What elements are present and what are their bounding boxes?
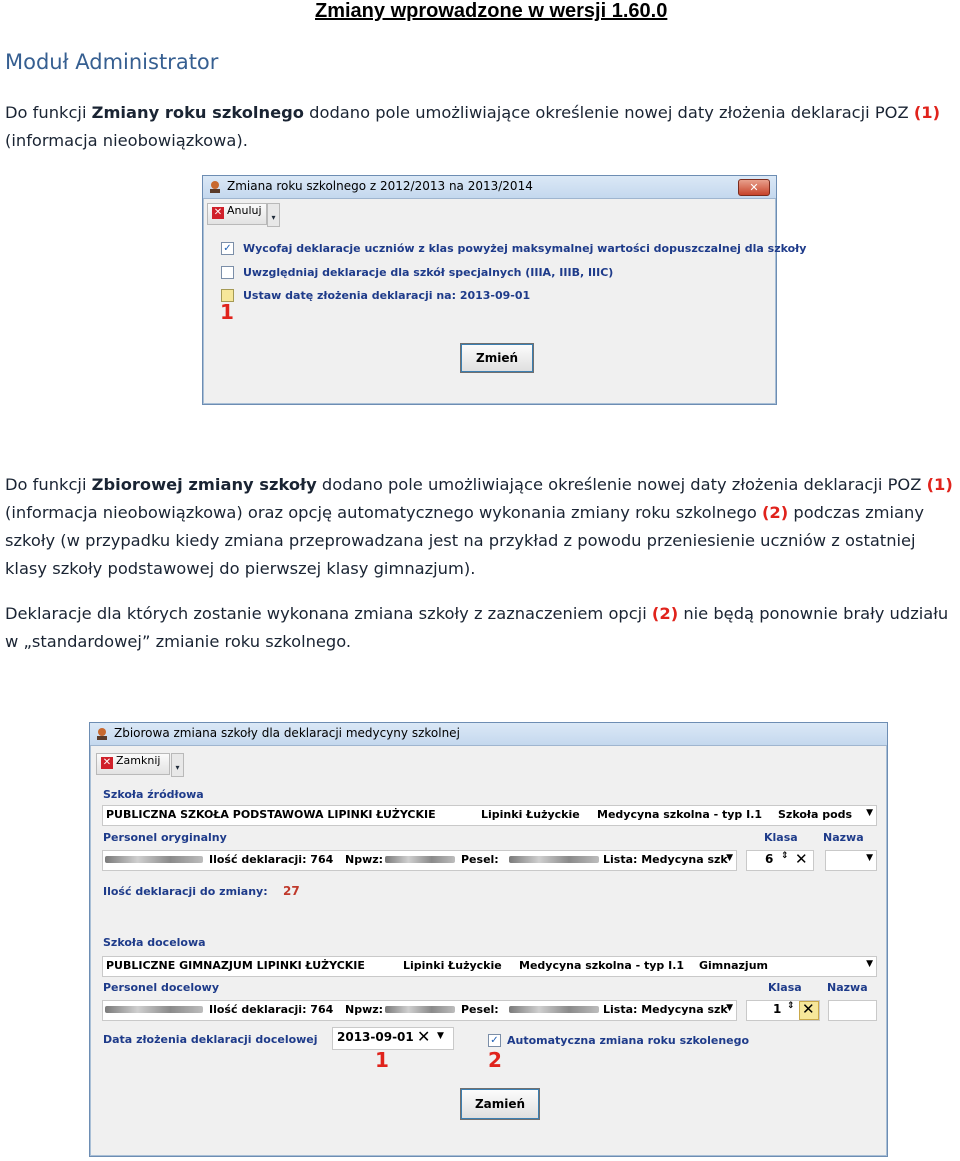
app-icon [95, 727, 109, 741]
marker-1: 1 [375, 1048, 389, 1072]
cancel-button[interactable] [207, 203, 267, 225]
orig-class-stepper[interactable] [746, 850, 814, 871]
submit-change-button[interactable]: Zmień [460, 343, 534, 373]
dialog-title: Zmiana roku szkolnego z 2012/2013 na 2013/2014 [227, 179, 533, 193]
school-name: PUBLICZNE GIMNAZJUM LIPINKI ŁUŻYCKIE [106, 959, 365, 972]
clear-icon[interactable]: ✕ [795, 850, 808, 868]
declaration-count: Ilość deklaracji: 764 [209, 853, 334, 866]
clear-date-icon[interactable]: ✕ [417, 1027, 431, 1046]
redacted-pesel [509, 856, 599, 863]
name-label: Nazwa [827, 981, 868, 994]
marker-ref: (1) [926, 475, 953, 494]
school-city: Lipinki Łużyckie [403, 959, 502, 972]
function-name: Zbiorowej zmiany szkoły [91, 475, 317, 494]
target-staff-label: Personel docelowy [103, 981, 220, 994]
list-name: Lista: Medycyna szk [603, 853, 728, 866]
marker-2: 2 [488, 1048, 502, 1072]
title-bar [90, 723, 887, 746]
date-value: 2013-09-01 [337, 1030, 414, 1044]
text: podczas zmiany szkoły (w przypadku kiedy zmiana przeprowadzana jest na przykład z powodu przeniesienie uczniów z ostatniej klasy szkoły podstawowej do pierwszej klasy gimnazjum). [5, 503, 924, 578]
chevron-down-icon: ▼ [726, 1003, 733, 1013]
name-label: Nazwa [823, 831, 864, 844]
school-kind: Szkoła pods [778, 808, 853, 821]
change-school-year-dialog [202, 175, 807, 405]
stepper-arrows-icon[interactable]: ⇕ [787, 1001, 795, 1011]
marker-ref: (2) [651, 604, 679, 623]
text: dodano pole umożliwiające określenie nowej daty złożenia deklaracji POZ [303, 103, 914, 122]
option-special-schools-label: Uwzględniaj deklaracje dla szkół specjalnych (IIIA, IIIB, IIIC) [243, 266, 614, 279]
chevron-down-icon: ▼ [866, 808, 873, 818]
toolbar-dropdown-icon[interactable]: ▾ [267, 203, 280, 227]
paragraph-3 [5, 600, 957, 656]
redacted-name [105, 1006, 203, 1013]
npwz-label: Npwz: [345, 1003, 384, 1016]
date-label: Data złożenia deklaracji docelowej [103, 1033, 318, 1046]
orig-staff-label: Personel oryginalny [103, 831, 227, 844]
close-icon[interactable]: ✕ [738, 179, 770, 196]
class-label: Klasa [768, 981, 802, 994]
pesel-label: Pesel: [461, 1003, 499, 1016]
option-withdraw-checkbox[interactable]: ✓ [221, 242, 234, 255]
target-class-stepper[interactable] [746, 1000, 820, 1021]
marker-ref: (1) [913, 103, 941, 122]
orig-staff-select[interactable] [102, 850, 737, 871]
function-name: Zmiany roku szkolnego [91, 103, 304, 122]
dialog-title: Zbiorowa zmiana szkoły dla deklaracji medycyny szkolnej [114, 726, 460, 740]
source-school-label: Szkoła źródłowa [103, 788, 204, 801]
close-label: Zamknij [116, 754, 161, 767]
text: nie będą ponownie brały udziału w „standardowej” zmianie roku szkolnego. [5, 604, 949, 651]
target-school-label: Szkoła docelowa [103, 936, 206, 949]
app-icon [208, 180, 222, 194]
auto-year-change-label: Automatyczna zmiana roku szkolenego [507, 1034, 750, 1047]
module-title: Moduł Administrator [5, 50, 219, 74]
text: (informacja nieobowiązkowa) oraz opcję automatycznego wykonania zmiany roku szkolnego [5, 503, 762, 522]
school-name: PUBLICZNA SZKOŁA PODSTAWOWA LIPINKI ŁUŻYCKIE [106, 808, 436, 821]
text: dodano pole umożliwiające określenie nowej daty złożenia deklaracji POZ [316, 475, 927, 494]
clear-icon[interactable]: ✕ [799, 1001, 819, 1020]
redacted-npwz [385, 1006, 455, 1013]
school-city: Lipinki Łużyckie [481, 808, 580, 821]
redacted-pesel [509, 1006, 599, 1013]
stepper-arrows-icon[interactable]: ⇕ [781, 851, 789, 861]
redacted-npwz [385, 856, 455, 863]
marker-ref: (2) [761, 503, 789, 522]
toolbar-dropdown-icon[interactable]: ▾ [171, 753, 184, 777]
option-set-date-label: Ustaw datę złożenia deklaracji na: 2013-09-01 [243, 289, 531, 302]
class-label: Klasa [764, 831, 798, 844]
school-kind: Gimnazjum [699, 959, 768, 972]
school-type: Medycyna szkolna - typ I.1 [597, 808, 763, 821]
marker-1: 1 [220, 300, 234, 324]
document-header: Zmiany wprowadzone w wersji 1.60.0 [315, 0, 668, 22]
cancel-label: Anuluj [227, 204, 262, 217]
title-bar [203, 176, 776, 199]
paragraph-1 [5, 99, 957, 155]
to-change-label: Ilość deklaracji do zmiany: [103, 885, 268, 898]
text: (informacja nieobowiązkowa). [5, 131, 248, 150]
source-school-select[interactable] [102, 805, 877, 826]
orig-name-select[interactable] [825, 850, 877, 871]
cancel-icon: ✕ [213, 207, 223, 218]
bulk-school-change-dialog [89, 722, 888, 1157]
close-icon: ✕ [102, 757, 112, 768]
auto-year-change-checkbox[interactable]: ✓ [488, 1034, 501, 1047]
chevron-down-icon: ▼ [726, 853, 733, 863]
chevron-down-icon: ▼ [866, 959, 873, 969]
chevron-down-icon[interactable]: ▼ [437, 1031, 444, 1041]
chevron-down-icon: ▼ [866, 853, 873, 863]
to-change-value: 27 [283, 884, 300, 898]
class-value: 6 [765, 852, 774, 866]
npwz-label: Npwz: [345, 853, 384, 866]
target-school-select[interactable] [102, 956, 877, 977]
submit-swap-button[interactable]: Zamień [460, 1088, 540, 1120]
pesel-label: Pesel: [461, 853, 499, 866]
text: Do funkcji [5, 103, 92, 122]
option-special-schools-checkbox[interactable] [221, 266, 234, 279]
date-field[interactable] [332, 1027, 454, 1050]
target-staff-select[interactable] [102, 1000, 737, 1021]
class-value: 1 [773, 1002, 782, 1016]
declaration-count: Ilość deklaracji: 764 [209, 1003, 334, 1016]
paragraph-2 [5, 471, 957, 583]
option-withdraw-label: Wycofaj deklaracje uczniów z klas powyżej maksymalnej wartości dopuszczalnej dla szkoły [243, 242, 807, 255]
close-button[interactable] [96, 753, 170, 775]
text: Deklaracje dla których zostanie wykonana zmiana szkoły z zaznaczeniem opcji [5, 604, 652, 623]
redacted-name [105, 856, 203, 863]
list-name: Lista: Medycyna szk [603, 1003, 728, 1016]
text: Do funkcji [5, 475, 92, 494]
school-type: Medycyna szkolna - typ I.1 [519, 959, 685, 972]
target-name-select[interactable] [828, 1000, 877, 1021]
